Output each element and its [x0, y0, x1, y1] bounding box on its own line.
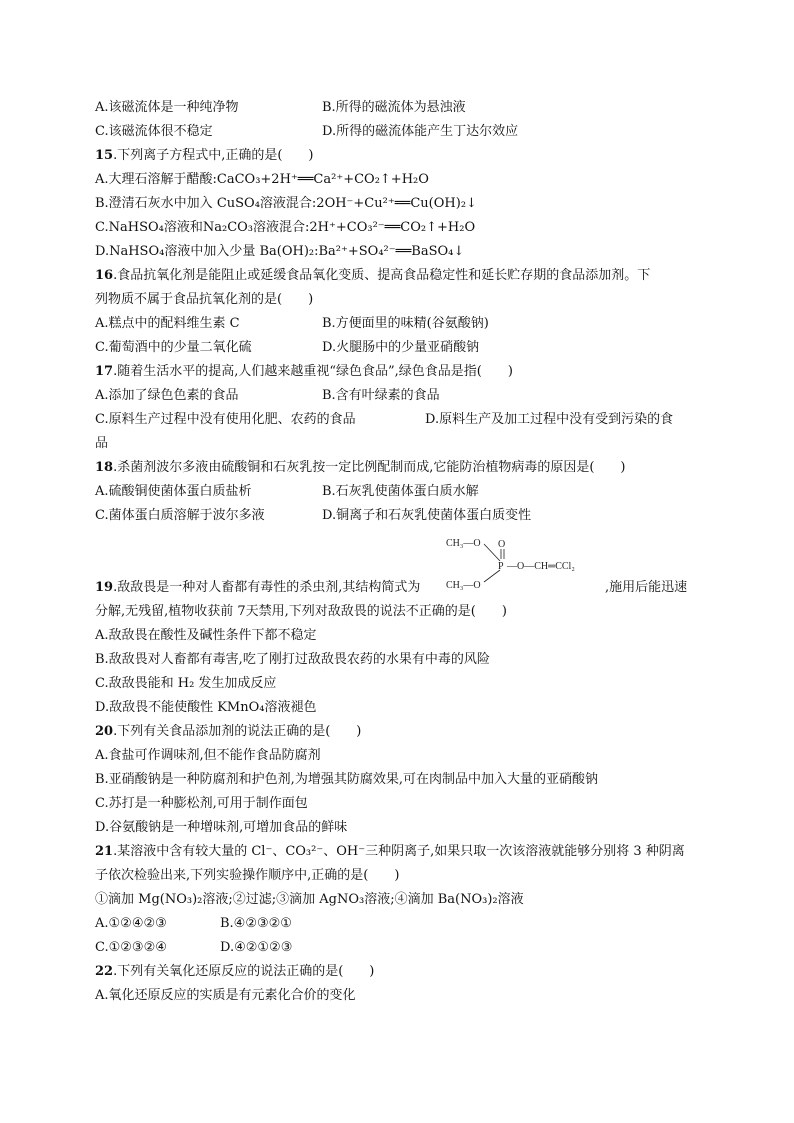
q21-option-d: D.④②①②③ — [220, 940, 293, 955]
q21-option-b: B.④②③②① — [220, 916, 292, 931]
q17-option-d: D.原料生产及加工过程中没有受到污染的食 — [425, 412, 674, 427]
q17-option-b: B.含有叶绿素的食品 — [322, 388, 440, 403]
q22-option-a: A.氧化还原反应的实质是有元素化合价的变化 — [95, 988, 356, 1003]
q15-option-b: B.澄清石灰水中加入 CuSO₄溶液混合:2OH⁻+Cu²⁺══Cu(OH)₂↓ — [95, 196, 477, 211]
q19-stem-line1 — [95, 580, 420, 596]
q20-option-b: B.亚硝酸钠是一种防腐剂和护色剂,为增强其防腐效果,可在肉制品中加入大量的亚硝酸钠 — [95, 772, 598, 787]
q18-option-d: D.铜离子和石灰乳使菌体蛋白质变性 — [322, 508, 532, 523]
q20-option-c: C.苏打是一种膨松剂,可用于制作面包 — [95, 796, 308, 811]
q20-option-a: A.食盐可作调味剂,但不能作食品防腐剂 — [95, 748, 321, 763]
q15-number: 15 — [95, 148, 114, 163]
q18-number: 18 — [95, 460, 114, 475]
q16-option-c: C.葡萄酒中的少量二氧化硫 — [95, 340, 252, 355]
q16-option-d: D.火腿肠中的少量亚硝酸钠 — [322, 340, 480, 355]
q21-stem-line1 — [95, 844, 685, 860]
q18-option-c: C.菌体蛋白质溶解于波尔多液 — [95, 508, 265, 523]
q15-option-d: D.NaHSO₄溶液中加入少量 Ba(OH)₂:Ba²⁺+SO₄²⁻══BaSO₄↓ — [95, 244, 465, 259]
q18-option-a: A.硫酸铜使菌体蛋白质盐析 — [95, 484, 252, 499]
q16-stem-text1: .食品抗氧化剂是能阻止或延缓食品氧化变质、提高食品稳定性和延长贮存期的食品添加剂。下 — [113, 268, 651, 283]
q17-option-a: A.添加了绿色色素的食品 — [95, 388, 239, 403]
struct-tail: —O—CH═CCl₂ — [507, 561, 575, 572]
q21-stem-line2: 子依次检验出来,下列实验操作顺序中,正确的是( ) — [95, 868, 400, 883]
q16-option-b: B.方便面里的味精(谷氨酸钠) — [322, 316, 489, 331]
q20-number: 20 — [95, 724, 114, 739]
q20-stem-text: .下列有关食品添加剂的说法正确的是( ) — [113, 724, 362, 739]
q20-option-d: D.谷氨酸钠是一种增味剂,可增加食品的鲜味 — [95, 820, 348, 835]
q19-option-b: B.敌敌畏对人畜都有毒害,吃了刚打过敌敌畏农药的水果有中毒的风险 — [95, 652, 490, 667]
q20-stem — [95, 724, 361, 740]
q21-stem-text1: .某溶液中含有较大量的 Cl⁻、CO₃²⁻、OH⁻三种阴离子,如果只取一次该溶液就能够分别将 3 种阴离 — [113, 844, 685, 859]
q16-option-a: A.糕点中的配料维生素 C — [95, 316, 240, 331]
q16-stem-line2: 列物质不属于食品抗氧化剂的是( ) — [95, 292, 314, 307]
q14-option-b: B.所得的磁流体为悬浊液 — [322, 100, 466, 115]
q19-option-c: C.敌敌畏能和 H₂ 发生加成反应 — [95, 676, 277, 691]
q16-number: 16 — [95, 268, 114, 283]
q22-number: 22 — [95, 964, 114, 979]
q15-option-a: A.大理石溶解于醋酸:CaCO₃+2H⁺══Ca²⁺+CO₂↑+H₂O — [95, 172, 429, 187]
struct-phosphorus: P — [498, 561, 504, 572]
q19-option-a: A.敌敌畏在酸性及碱性条件下都不稳定 — [95, 628, 317, 643]
q16-stem-line1 — [95, 268, 650, 284]
q21-option-c: C.①②③②④ — [95, 940, 167, 955]
q17-stem-text: .随着生活水平的提高,人们越来越重视“绿色食品”,绿色食品是指( ) — [113, 364, 513, 379]
q21-number: 21 — [95, 844, 114, 859]
q18-option-b: B.石灰乳使菌体蛋白质水解 — [322, 484, 479, 499]
q14-option-a: A.该磁流体是一种纯净物 — [95, 100, 239, 115]
q17-stem — [95, 364, 513, 380]
q14-option-d: D.所得的磁流体能产生丁达尔效应 — [322, 124, 519, 139]
struct-methoxy-bottom: CH₃—O — [446, 580, 481, 591]
q19-stem-line1-end: ,施用后能迅速 — [605, 580, 688, 595]
q15-stem-text: .下列离子方程式中,正确的是( ) — [113, 148, 314, 163]
struct-methoxy-top: CH₃—O — [446, 538, 481, 549]
q21-operations: ①滴加 Mg(NO₃)₂溶液;②过滤;③滴加 AgNO₃溶液;④滴加 Ba(NO₃)₂溶液 — [95, 892, 524, 907]
q19-option-d: D.敌敌畏不能使酸性 KMnO₄溶液褪色 — [95, 700, 317, 715]
q21-option-a: A.①②④②③ — [95, 916, 167, 931]
q14-option-c: C.该磁流体很不稳定 — [95, 124, 213, 139]
q22-stem — [95, 964, 374, 980]
q17-option-c: C.原料生产过程中没有使用化肥、农药的食品 — [95, 412, 356, 427]
q19-stem-text1: .敌敌畏是一种对人畜都有毒性的杀虫剂,其结构简式为 — [113, 580, 421, 595]
q17-number: 17 — [95, 364, 114, 379]
q18-stem-text: .杀菌剂波尔多液由硫酸铜和石灰乳按一定比例配制而成,它能防治植物病毒的原因是( ) — [113, 460, 626, 475]
q19-number: 19 — [95, 580, 114, 595]
q15-stem — [95, 148, 314, 164]
q17-option-d-cont: 品 — [95, 436, 109, 451]
q19-stem-line2: 分解,无残留,植物收获前 7天禁用,下列对敌敌畏的说法不正确的是( ) — [95, 604, 507, 619]
q22-stem-text: .下列有关氧化还原反应的说法正确的是( ) — [113, 964, 375, 979]
q15-option-c: C.NaHSO₄溶液和Na₂CO₃溶液混合:2H⁺+CO₃²⁻══CO₂↑+H₂O — [95, 220, 476, 235]
dichlorvos-structure — [440, 532, 610, 594]
q18-stem — [95, 460, 626, 476]
struct-oxygen: O — [498, 539, 506, 550]
